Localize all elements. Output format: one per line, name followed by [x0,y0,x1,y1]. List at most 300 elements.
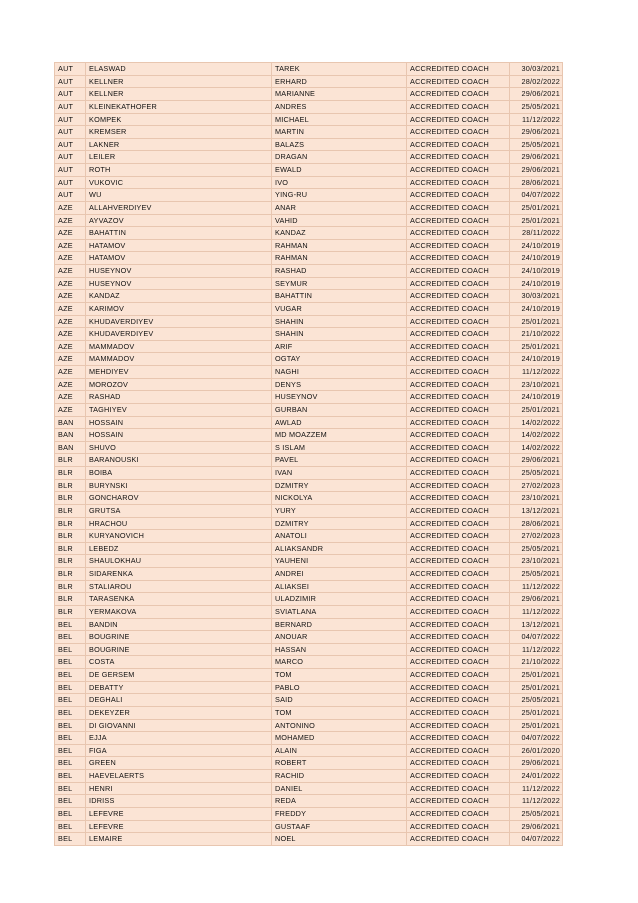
table-row [55,277,563,290]
role-cell: ACCREDITED COACH [407,391,510,404]
country-code-cell: AUT [55,75,86,88]
country-code-cell: BEL [55,694,86,707]
table-row [55,290,563,303]
last-name-cell: BARANOUSKI [86,454,272,467]
date-cell: 26/01/2020 [510,744,563,757]
date-cell: 21/10/2022 [510,656,563,669]
role-cell: ACCREDITED COACH [407,618,510,631]
first-name-cell: TOM [272,669,407,682]
country-code-cell: AUT [55,113,86,126]
last-name-cell: GONCHAROV [86,492,272,505]
first-name-cell: PAVEL [272,454,407,467]
table-row [55,416,563,429]
first-name-cell: RAHMAN [272,252,407,265]
table-row [55,429,563,442]
last-name-cell: HUSEYNOV [86,265,272,278]
first-name-cell: ANDREI [272,568,407,581]
country-code-cell: AZE [55,403,86,416]
date-cell: 25/01/2021 [510,201,563,214]
role-cell: ACCREDITED COACH [407,605,510,618]
date-cell: 29/06/2021 [510,164,563,177]
date-cell: 11/12/2022 [510,643,563,656]
first-name-cell: BERNARD [272,618,407,631]
first-name-cell: HASSAN [272,643,407,656]
last-name-cell: MAMMADOV [86,340,272,353]
table-row [55,706,563,719]
last-name-cell: KLEINEKATHOFER [86,100,272,113]
last-name-cell: KHUDAVERDIYEV [86,328,272,341]
table-row [55,580,563,593]
role-cell: ACCREDITED COACH [407,555,510,568]
date-cell: 25/01/2021 [510,669,563,682]
last-name-cell: MEHDIYEV [86,366,272,379]
table-row [55,138,563,151]
country-code-cell: BEL [55,669,86,682]
date-cell: 13/12/2021 [510,618,563,631]
date-cell: 28/06/2021 [510,517,563,530]
date-cell: 25/01/2021 [510,403,563,416]
first-name-cell: DANIEL [272,782,407,795]
table-row [55,176,563,189]
role-cell: ACCREDITED COACH [407,542,510,555]
role-cell: ACCREDITED COACH [407,694,510,707]
role-cell: ACCREDITED COACH [407,441,510,454]
first-name-cell: DZMITRY [272,479,407,492]
table-row [55,403,563,416]
first-name-cell: ANDRES [272,100,407,113]
last-name-cell: BOUGRINE [86,643,272,656]
role-cell: ACCREDITED COACH [407,239,510,252]
country-code-cell: BLR [55,454,86,467]
country-code-cell: BEL [55,833,86,846]
table-row [55,391,563,404]
table-row [55,201,563,214]
table-row [55,517,563,530]
country-code-cell: BEL [55,757,86,770]
date-cell: 25/05/2021 [510,807,563,820]
role-cell: ACCREDITED COACH [407,151,510,164]
date-cell: 29/06/2021 [510,820,563,833]
table-row [55,454,563,467]
table-row [55,732,563,745]
country-code-cell: BLR [55,568,86,581]
last-name-cell: KHUDAVERDIYEV [86,315,272,328]
role-cell: ACCREDITED COACH [407,681,510,694]
last-name-cell: BURYNSKI [86,479,272,492]
country-code-cell: BLR [55,530,86,543]
last-name-cell: TARASENKA [86,593,272,606]
last-name-cell: WU [86,189,272,202]
country-code-cell: BEL [55,820,86,833]
first-name-cell: MD MOAZZEM [272,429,407,442]
date-cell: 30/03/2021 [510,63,563,76]
country-code-cell: AZE [55,252,86,265]
role-cell: ACCREDITED COACH [407,782,510,795]
table-row [55,353,563,366]
first-name-cell: YURY [272,504,407,517]
table-row [55,366,563,379]
table-row [55,75,563,88]
date-cell: 25/05/2021 [510,138,563,151]
role-cell: ACCREDITED COACH [407,656,510,669]
role-cell: ACCREDITED COACH [407,820,510,833]
role-cell: ACCREDITED COACH [407,227,510,240]
role-cell: ACCREDITED COACH [407,631,510,644]
date-cell: 11/12/2022 [510,366,563,379]
table-row [55,378,563,391]
role-cell: ACCREDITED COACH [407,265,510,278]
role-cell: ACCREDITED COACH [407,517,510,530]
country-code-cell: BEL [55,782,86,795]
role-cell: ACCREDITED COACH [407,88,510,101]
first-name-cell: GURBAN [272,403,407,416]
country-code-cell: AUT [55,189,86,202]
role-cell: ACCREDITED COACH [407,807,510,820]
first-name-cell: RASHAD [272,265,407,278]
role-cell: ACCREDITED COACH [407,340,510,353]
role-cell: ACCREDITED COACH [407,201,510,214]
role-cell: ACCREDITED COACH [407,113,510,126]
date-cell: 25/05/2021 [510,694,563,707]
last-name-cell: BAHATTIN [86,227,272,240]
role-cell: ACCREDITED COACH [407,366,510,379]
date-cell: 29/06/2021 [510,757,563,770]
table-row [55,643,563,656]
first-name-cell: ANTONINO [272,719,407,732]
table-row [55,782,563,795]
date-cell: 25/01/2021 [510,340,563,353]
table-row [55,100,563,113]
date-cell: 24/01/2022 [510,770,563,783]
date-cell: 29/06/2021 [510,151,563,164]
table-row [55,479,563,492]
date-cell: 04/07/2022 [510,631,563,644]
first-name-cell: KANDAZ [272,227,407,240]
date-cell: 25/05/2021 [510,100,563,113]
date-cell: 25/01/2021 [510,315,563,328]
table-row [55,568,563,581]
country-code-cell: AZE [55,378,86,391]
date-cell: 25/01/2021 [510,214,563,227]
table-row [55,681,563,694]
table-row [55,694,563,707]
role-cell: ACCREDITED COACH [407,252,510,265]
date-cell: 24/10/2019 [510,239,563,252]
role-cell: ACCREDITED COACH [407,290,510,303]
first-name-cell: NOEL [272,833,407,846]
first-name-cell: RAHMAN [272,239,407,252]
table-row [55,757,563,770]
date-cell: 29/06/2021 [510,88,563,101]
first-name-cell: FREDDY [272,807,407,820]
country-code-cell: BEL [55,681,86,694]
table-row [55,126,563,139]
country-code-cell: AZE [55,315,86,328]
table-row [55,467,563,480]
table-row [55,542,563,555]
table-row [55,164,563,177]
last-name-cell: DEKEYZER [86,706,272,719]
date-cell: 29/06/2021 [510,593,563,606]
last-name-cell: LAKNER [86,138,272,151]
date-cell: 04/07/2022 [510,189,563,202]
table-row [55,113,563,126]
first-name-cell: ANATOLI [272,530,407,543]
last-name-cell: SHAULOKHAU [86,555,272,568]
country-code-cell: BLR [55,479,86,492]
date-cell: 04/07/2022 [510,732,563,745]
date-cell: 13/12/2021 [510,504,563,517]
country-code-cell: BLR [55,467,86,480]
first-name-cell: ERHARD [272,75,407,88]
country-code-cell: BEL [55,770,86,783]
first-name-cell: IVAN [272,467,407,480]
role-cell: ACCREDITED COACH [407,744,510,757]
last-name-cell: HATAMOV [86,239,272,252]
table-row [55,189,563,202]
role-cell: ACCREDITED COACH [407,719,510,732]
last-name-cell: LEBEDZ [86,542,272,555]
role-cell: ACCREDITED COACH [407,416,510,429]
date-cell: 24/10/2019 [510,391,563,404]
country-code-cell: AZE [55,353,86,366]
country-code-cell: BEL [55,732,86,745]
country-code-cell: AZE [55,214,86,227]
role-cell: ACCREDITED COACH [407,277,510,290]
first-name-cell: ALIAKSEI [272,580,407,593]
last-name-cell: FIGA [86,744,272,757]
country-code-cell: AZE [55,328,86,341]
role-cell: ACCREDITED COACH [407,176,510,189]
first-name-cell: MOHAMED [272,732,407,745]
country-code-cell: BLR [55,580,86,593]
table-row [55,252,563,265]
date-cell: 14/02/2022 [510,441,563,454]
country-code-cell: BEL [55,656,86,669]
table-row [55,492,563,505]
role-cell: ACCREDITED COACH [407,214,510,227]
country-code-cell: AZE [55,391,86,404]
role-cell: ACCREDITED COACH [407,328,510,341]
date-cell: 25/05/2021 [510,542,563,555]
last-name-cell: LEFEVRE [86,807,272,820]
last-name-cell: AYVAZOV [86,214,272,227]
date-cell: 25/05/2021 [510,568,563,581]
role-cell: ACCREDITED COACH [407,467,510,480]
last-name-cell: GREEN [86,757,272,770]
role-cell: ACCREDITED COACH [407,164,510,177]
country-code-cell: BAN [55,441,86,454]
last-name-cell: VUKOVIC [86,176,272,189]
last-name-cell: SIDARENKA [86,568,272,581]
role-cell: ACCREDITED COACH [407,706,510,719]
date-cell: 24/10/2019 [510,265,563,278]
country-code-cell: BLR [55,492,86,505]
date-cell: 29/06/2021 [510,126,563,139]
table-row [55,88,563,101]
first-name-cell: IVO [272,176,407,189]
role-cell: ACCREDITED COACH [407,492,510,505]
country-code-cell: AZE [55,366,86,379]
role-cell: ACCREDITED COACH [407,504,510,517]
first-name-cell: MICHAEL [272,113,407,126]
country-code-cell: AUT [55,151,86,164]
last-name-cell: ELASWAD [86,63,272,76]
first-name-cell: NICKOLYA [272,492,407,505]
first-name-cell: SAID [272,694,407,707]
date-cell: 04/07/2022 [510,833,563,846]
country-code-cell: AUT [55,63,86,76]
date-cell: 29/06/2021 [510,454,563,467]
coach-list-table [54,62,563,846]
last-name-cell: DEGHALI [86,694,272,707]
country-code-cell: BLR [55,555,86,568]
country-code-cell: BAN [55,429,86,442]
date-cell: 23/10/2021 [510,378,563,391]
first-name-cell: ARIF [272,340,407,353]
last-name-cell: ROTH [86,164,272,177]
date-cell: 25/01/2021 [510,706,563,719]
first-name-cell: ULADZIMIR [272,593,407,606]
first-name-cell: MARIANNE [272,88,407,101]
last-name-cell: HOSSAIN [86,416,272,429]
last-name-cell: HUSEYNOV [86,277,272,290]
last-name-cell: RASHAD [86,391,272,404]
date-cell: 27/02/2023 [510,530,563,543]
first-name-cell: OGTAY [272,353,407,366]
table-row [55,302,563,315]
date-cell: 24/10/2019 [510,353,563,366]
last-name-cell: KREMSER [86,126,272,139]
role-cell: ACCREDITED COACH [407,315,510,328]
country-code-cell: BEL [55,807,86,820]
last-name-cell: BOUGRINE [86,631,272,644]
role-cell: ACCREDITED COACH [407,302,510,315]
date-cell: 27/02/2023 [510,479,563,492]
date-cell: 25/01/2021 [510,719,563,732]
first-name-cell: DENYS [272,378,407,391]
last-name-cell: KELLNER [86,88,272,101]
first-name-cell: HUSEYNOV [272,391,407,404]
date-cell: 28/02/2022 [510,75,563,88]
table-row [55,656,563,669]
first-name-cell: VAHID [272,214,407,227]
first-name-cell: BAHATTIN [272,290,407,303]
role-cell: ACCREDITED COACH [407,795,510,808]
date-cell: 14/02/2022 [510,429,563,442]
country-code-cell: AZE [55,239,86,252]
role-cell: ACCREDITED COACH [407,479,510,492]
country-code-cell: BEL [55,643,86,656]
first-name-cell: REDA [272,795,407,808]
country-code-cell: AUT [55,176,86,189]
table-row [55,441,563,454]
table-row [55,265,563,278]
table-row [55,227,563,240]
first-name-cell: MARTIN [272,126,407,139]
last-name-cell: HATAMOV [86,252,272,265]
last-name-cell: COSTA [86,656,272,669]
role-cell: ACCREDITED COACH [407,580,510,593]
table-row [55,669,563,682]
table-body [55,63,563,846]
date-cell: 11/12/2022 [510,795,563,808]
last-name-cell: STALIAROU [86,580,272,593]
date-cell: 14/02/2022 [510,416,563,429]
first-name-cell: PABLO [272,681,407,694]
first-name-cell: TAREK [272,63,407,76]
last-name-cell: KURYANOVICH [86,530,272,543]
first-name-cell: GUSTAAF [272,820,407,833]
table-row [55,555,563,568]
first-name-cell: RACHID [272,770,407,783]
table-row [55,593,563,606]
country-code-cell: AUT [55,100,86,113]
table-row [55,833,563,846]
date-cell: 24/10/2019 [510,252,563,265]
date-cell: 28/06/2021 [510,176,563,189]
role-cell: ACCREDITED COACH [407,454,510,467]
date-cell: 25/01/2021 [510,681,563,694]
last-name-cell: LEFEVRE [86,820,272,833]
date-cell: 24/10/2019 [510,302,563,315]
last-name-cell: HAEVELAERTS [86,770,272,783]
country-code-cell: BEL [55,631,86,644]
role-cell: ACCREDITED COACH [407,63,510,76]
role-cell: ACCREDITED COACH [407,568,510,581]
country-code-cell: AZE [55,290,86,303]
role-cell: ACCREDITED COACH [407,126,510,139]
country-code-cell: AUT [55,138,86,151]
date-cell: 11/12/2022 [510,113,563,126]
first-name-cell: AWLAD [272,416,407,429]
role-cell: ACCREDITED COACH [407,378,510,391]
table-row [55,820,563,833]
first-name-cell: SHAHIN [272,328,407,341]
role-cell: ACCREDITED COACH [407,403,510,416]
table-row [55,340,563,353]
table-row [55,770,563,783]
country-code-cell: AZE [55,340,86,353]
last-name-cell: HOSSAIN [86,429,272,442]
first-name-cell: ALIAKSANDR [272,542,407,555]
role-cell: ACCREDITED COACH [407,757,510,770]
first-name-cell: SVIATLANA [272,605,407,618]
first-name-cell: EWALD [272,164,407,177]
date-cell: 24/10/2019 [510,277,563,290]
first-name-cell: ROBERT [272,757,407,770]
country-code-cell: AZE [55,277,86,290]
country-code-cell: AZE [55,302,86,315]
last-name-cell: IDRISS [86,795,272,808]
date-cell: 30/03/2021 [510,290,563,303]
last-name-cell: HENRI [86,782,272,795]
country-code-cell: AZE [55,265,86,278]
country-code-cell: AZE [55,201,86,214]
country-code-cell: AUT [55,126,86,139]
date-cell: 23/10/2021 [510,492,563,505]
table-row [55,239,563,252]
first-name-cell: VUGAR [272,302,407,315]
role-cell: ACCREDITED COACH [407,732,510,745]
first-name-cell: ALAIN [272,744,407,757]
country-code-cell: BLR [55,542,86,555]
last-name-cell: SHUVO [86,441,272,454]
last-name-cell: ALLAHVERDIYEV [86,201,272,214]
first-name-cell: NAGHI [272,366,407,379]
table-row [55,807,563,820]
table-row [55,719,563,732]
